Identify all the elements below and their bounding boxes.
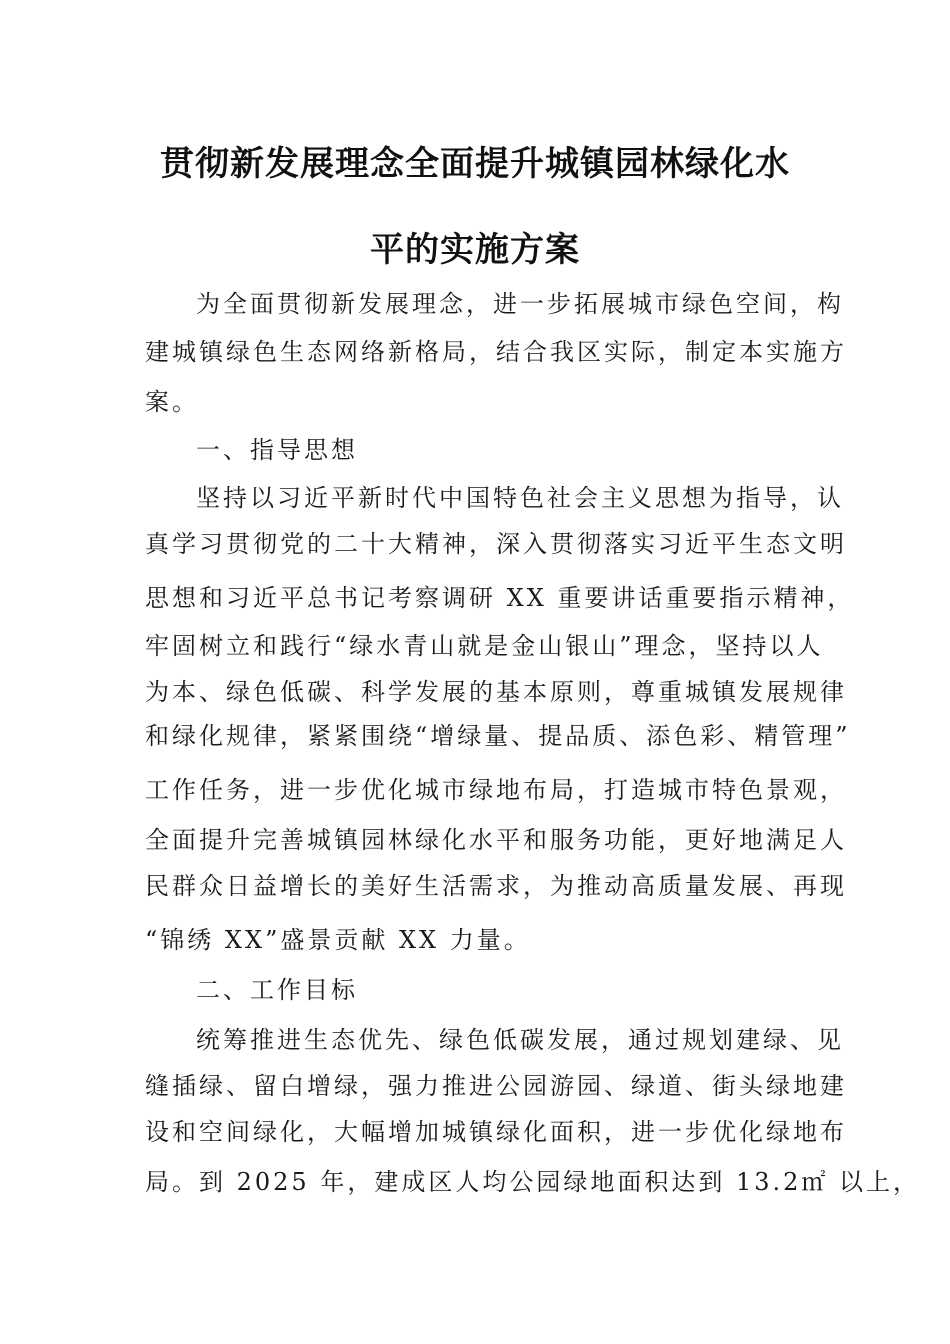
paragraph-line: 坚持以习近平新时代中国特色社会主义思想为指导，认 [196, 484, 844, 512]
section-heading: 二、工作目标 [196, 976, 358, 1004]
paragraph-line: 工作任务，进一步优化城市绿地布局，打造城市特色景观， [145, 776, 847, 804]
paragraph-line: 为本、绿色低碳、科学发展的基本原则，尊重城镇发展规律 [145, 678, 847, 706]
paragraph-line: 建城镇绿色生态网络新格局，结合我区实际，制定本实施方 [145, 338, 847, 366]
paragraph-line: 牢固树立和践行“绿水青山就是金山银山”理念，坚持以人 [145, 632, 824, 660]
paragraph-line: 设和空间绿化，大幅增加城镇绿化面积，进一步优化绿地布 [145, 1118, 847, 1146]
paragraph-line: 真学习贯彻党的二十大精神，深入贯彻落实习近平生态文明 [145, 530, 847, 558]
paragraph-line: 民群众日益增长的美好生活需求，为推动高质量发展、再现 [145, 872, 847, 900]
paragraph-line: 全面提升完善城镇园林绿化水平和服务功能，更好地满足人 [145, 826, 847, 854]
paragraph-line: 思想和习近平总书记考察调研 XX 重要讲话重要指示精神， [145, 584, 855, 612]
paragraph-line: 为全面贯彻新发展理念，进一步拓展城市绿色空间，构 [196, 290, 844, 318]
section-heading: 一、指导思想 [196, 436, 358, 464]
paragraph-line: 局。到 2025 年，建成区人均公园绿地面积达到 13.2㎡ 以上， [145, 1168, 921, 1196]
paragraph-line: 案。 [145, 388, 199, 416]
paragraph-line: 统筹推进生态优先、绿色低碳发展，通过规划建绿、见 [196, 1026, 844, 1054]
paragraph-line: 缝插绿、留白增绿，强力推进公园游园、绿道、街头绿地建 [145, 1072, 847, 1100]
document-title-line-2: 平的实施方案 [370, 230, 580, 270]
document-title-line-1: 贯彻新发展理念全面提升城镇园林绿化水 [160, 144, 790, 184]
paragraph-line: “锦绣 XX”盛景贡献 XX 力量。 [145, 926, 531, 954]
paragraph-line: 和绿化规律，紧紧围绕“增绿量、提品质、添色彩、精管理” [145, 722, 851, 750]
